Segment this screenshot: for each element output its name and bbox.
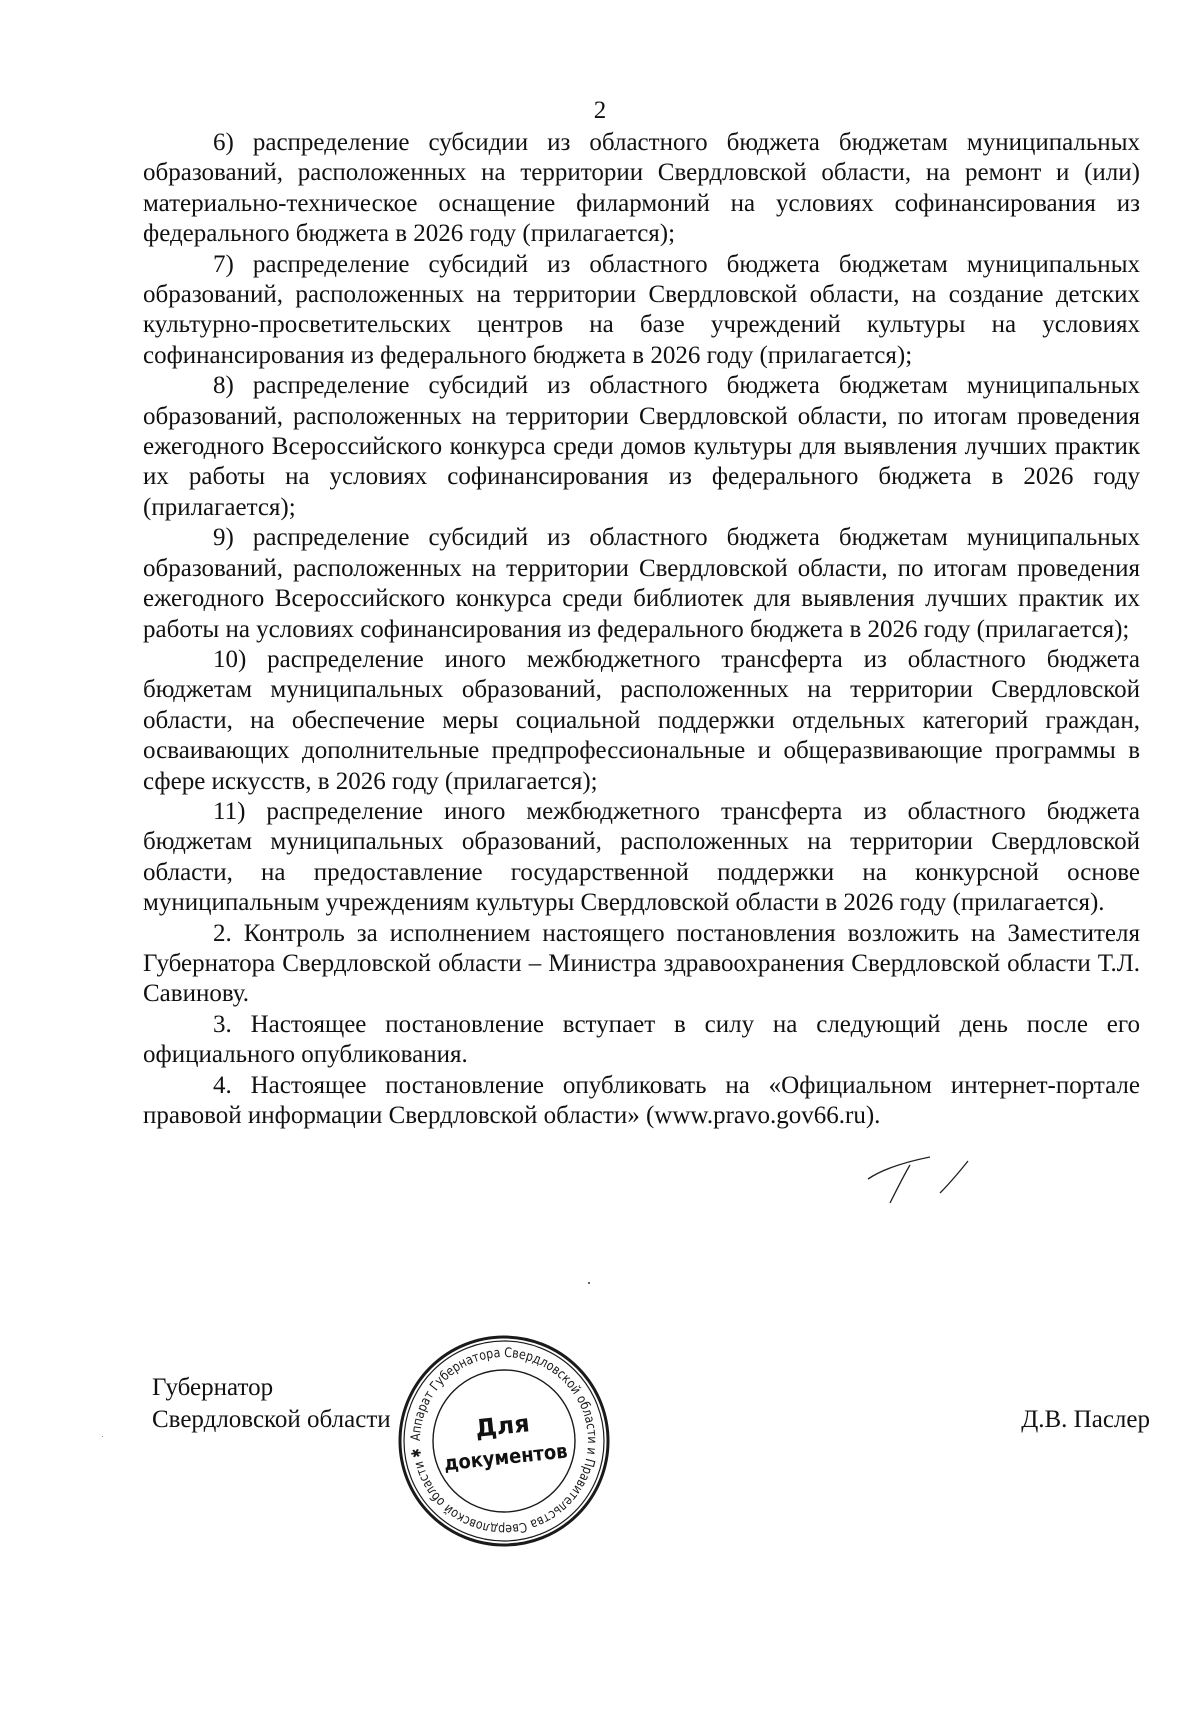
paragraph-item-10: 10) распределение иного межбюджетного трансферта из областного бюджета бюджетам муниципальных образований, расположенных на территории Свердловской области, на обеспечение меры социальной поддержки отдельных категорий граждан, осваивающих дополнительные предпрофессиональные и общеразвивающие программы в сфере искусств, в 2026 году (прилагается);	[143, 645, 1140, 795]
paragraph-item-6: 6) распределение субсидии из областного бюджета бюджетам муниципальных образований, расположенных на территории Свердловской области, на ремонт и (или) материально-техническое оснащение филармоний на условиях софинансирования из федерального бюджета в 2026 году (прилагается);	[143, 129, 1140, 248]
document-body	[143, 128, 1140, 1131]
handwritten-checkmark	[860, 1135, 970, 1205]
paragraph-effective-date-clause: 3. Настоящее постановление вступает в силу на следующий день после его официального опубликования.	[143, 1010, 1140, 1069]
paragraph-item-7: 7) распределение субсидий из областного бюджета бюджетам муниципальных образований, расположенных на территории Свердловской области, на создание детских культурно-просветительских центров на базе учреждений культуры на условиях софинансирования из федерального бюджета в 2026 году (прилагается);	[143, 250, 1140, 369]
paragraph-item-11: 11) распределение иного межбюджетного трансферта из областного бюджета бюджетам муниципальных образований, расположенных на территории Свердловской области, на предоставление государственной поддержки на конкурсной основе муниципальным учреждениям культуры Свердловской области в 2026 году (прилагается).	[143, 797, 1140, 917]
signature-position	[152, 1372, 391, 1436]
svg-text:Для: Для	[473, 1409, 531, 1443]
paragraph-item-8: 8) распределение субсидий из областного бюджета бюджетам муниципальных образований, расположенных на территории Свердловской области, по итогам проведения ежегодного Всероссийского конкурса среди домов культуры для выявления лучших практик их работы на условиях софинансирования из федерального бюджета в 2026 году (прилагается);	[143, 372, 1140, 521]
paragraph-item-9: 9) распределение субсидий из областного бюджета бюджетам муниципальных образований, расположенных на территории Свердловской области, по итогам проведения ежегодного Всероссийского конкурса среди библиотек для выявления лучших практик их работы на условиях софинансирования из федерального бюджета в 2026 году (прилагается);	[143, 524, 1140, 643]
svg-text:Аппарат Губернатора Свердловск: Аппарат Губернатора Свердловской области и Правительства Свердловской области ✱	[408, 1345, 600, 1537]
svg-text:документов: документов	[442, 1437, 583, 1476]
signature-position-line2: Свердловской области	[152, 1406, 391, 1433]
paragraph-publication-clause: 4. Настоящее постановление опубликовать на «Официальном интернет-портале правовой информации Свердловской области» (www.pravo.gov66.ru).	[143, 1071, 1140, 1129]
speck	[102, 1436, 103, 1437]
official-stamp	[395, 1332, 613, 1550]
signature-name: Д.В. Паслер	[1021, 1406, 1150, 1433]
page-number: 2	[593, 97, 607, 124]
speck	[588, 1282, 590, 1284]
paragraph-control-clause: 2. Контроль за исполнением настоящего постановления возложить на Заместителя Губернатора Свердловской области – Министра здравоохранения Свердловской области Т.Л. Савинову.	[143, 919, 1140, 1008]
signature-position-line1: Губернатор	[152, 1374, 274, 1401]
